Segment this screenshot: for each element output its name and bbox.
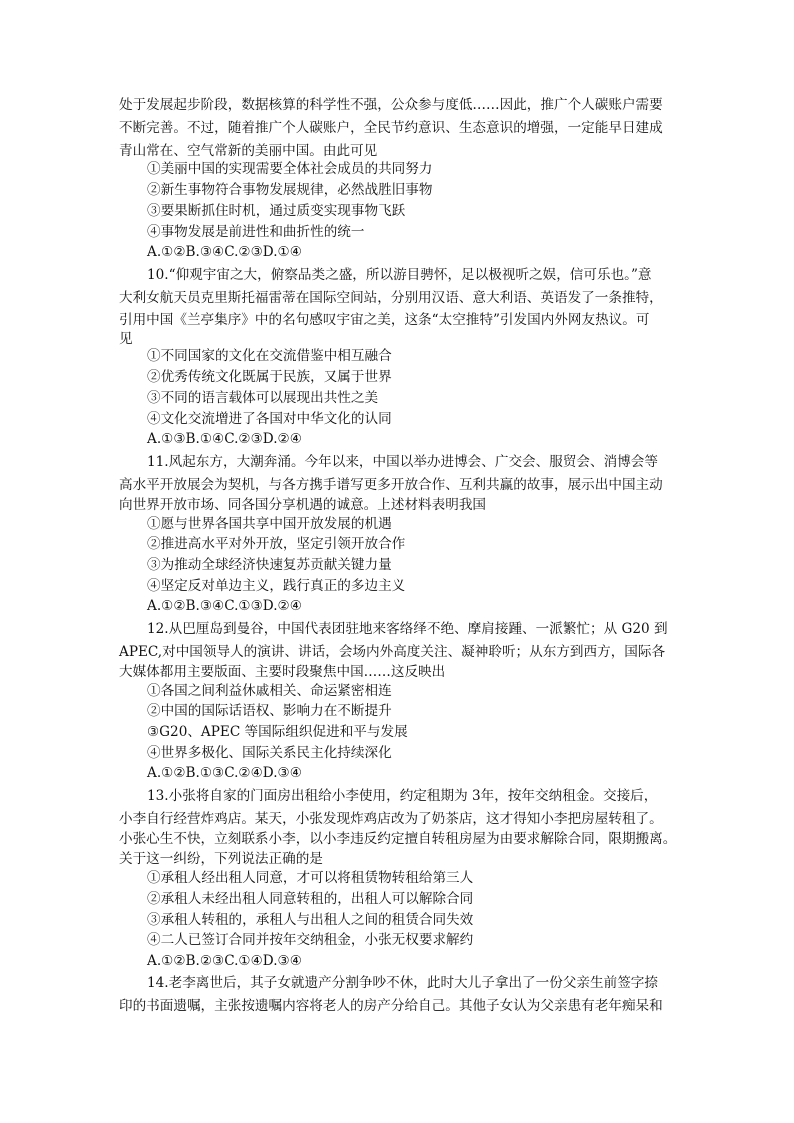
- answer-choices: A.①②B.③④C.①③D.②④: [147, 598, 302, 614]
- text-line: 见: [119, 331, 133, 347]
- option-line: ①不同国家的文化在交流借鉴中相互融合: [147, 348, 392, 364]
- option-line: ②优秀传统文化既属于民族，又属于世界: [147, 369, 392, 385]
- option-line: ③为推动全球经济快速复苏贡献关键力量: [147, 557, 392, 573]
- text-line: 高水平开放展会为契机，与各方携手谱写更多开放合作、互利共赢的故事，展示出中国主动: [119, 477, 663, 493]
- option-line: ②新生事物符合事物发展规律，必然战胜旧事物: [147, 182, 433, 198]
- option-line: ①承租人经出租人同意，才可以将租赁物转租给第三人: [147, 870, 474, 886]
- text-line: 向世界开放市场、同各国分享机遇的诚意。上述材料表明我国: [119, 497, 487, 513]
- text-line: 不断完善。不过，随着推广个人碳账户，全民节约意识、生态意识的增强，一定能早日建成: [119, 120, 663, 136]
- option-line: ③不同的语言载体可以展现出共性之美: [147, 390, 379, 406]
- text-line: 处于发展起步阶段，数据核算的科学性不强，公众参与度低……因此，推广个人碳账户需要: [119, 97, 663, 113]
- text-line: APEC,对中国领导人的演讲、讲话，会场内外高度关注、凝神聆听；从东方到西方，国际各: [119, 644, 666, 660]
- option-line: ②中国的国际话语权、影响力在不断提升: [147, 703, 392, 719]
- option-line: ④二人已签订合同并按年交纳租金，小张无权要求解约: [147, 932, 474, 948]
- text-line: 印的书面遗嘱，主张按遗嘱内容将老人的房产分给自己。其他子女认为父亲患有老年痴呆和: [119, 998, 663, 1014]
- answer-choices: A.①③B.①④C.②③D.②④: [147, 431, 302, 447]
- option-line: ①各国之间利益休戚相关、命运紧密相连: [147, 683, 392, 699]
- option-line: ④世界多极化、国际关系民主化持续深化: [147, 745, 392, 761]
- text-line: 青山常在、空气常新的美丽中国。由此可见: [119, 143, 378, 159]
- option-line: ①愿与世界各国共享中国开放发展的机遇: [147, 516, 392, 532]
- question-line: 11.风起东方，大潮奔涌。今年以来，中国以举办进博会、广交会、服贸会、消博会等: [147, 454, 658, 470]
- answer-choices: A.①②B.②③C.①④D.③④: [147, 953, 302, 969]
- text-line: 大利女航天员克里斯托福雷蒂在国际空间站，分别用汉语、意大利语、英语发了一条推特，: [119, 290, 663, 306]
- option-line: ②承租人未经出租人同意转租的，出租人可以解除合同: [147, 891, 474, 907]
- question-line: 12.从巴厘岛到曼谷，中国代表团驻地来客络绎不绝、摩肩接踵、一派繁忙；从 G20 到: [147, 621, 668, 637]
- option-line: ④坚定反对单边主义，践行真正的多边主义: [147, 578, 406, 594]
- question-line: 13.小张将自家的门面房出租给小李使用，约定租期为 3年，按年交纳租金。交接后，: [147, 788, 658, 804]
- option-line: ③要果断抓住时机，通过质变实现事物飞跃: [147, 203, 406, 219]
- question-line: 14.老李离世后，其子女就遗产分割争吵不休，此时大儿子拿出了一份父亲生前签字捺: [147, 975, 658, 991]
- option-line: ③G20、APEC 等国际组织促进和平与发展: [147, 724, 408, 740]
- answer-choices: A.①②B.③④C.②③D.①④: [147, 244, 302, 260]
- option-line: ④事物发展是前进性和曲折性的统一: [147, 224, 365, 240]
- text-line: 引用中国《兰亭集序》中的名句感叹宇宙之美，这条“太空推特”引发国内外网友热议。可: [119, 312, 650, 328]
- text-line: 小李自行经营炸鸡店。某天，小张发现炸鸡店改为了奶茶店，这才得知小李把房屋转租了。: [119, 811, 663, 827]
- text-line: 小张心生不快，立刻联系小李，以小李违反约定擅自转租房屋为由要求解除合同，限期搬离。: [119, 831, 677, 847]
- option-line: ②推进高水平对外开放，坚定引领开放合作: [147, 536, 406, 552]
- option-line: ①美丽中国的实现需要全体社会成员的共同努力: [147, 161, 433, 177]
- text-line: 大媒体都用主要版面、主要时段聚焦中国……这反映出: [119, 664, 446, 680]
- text-line: 关于这一纠纷，下列说法正确的是: [119, 851, 323, 867]
- option-line: ④文化交流增进了各国对中华文化的认同: [147, 411, 392, 427]
- answer-choices: A.①②B.①③C.②④D.③④: [147, 765, 302, 781]
- option-line: ③承租人转租的，承租人与出租人之间的租赁合同失效: [147, 912, 474, 928]
- question-line: 10.“仰观宇宙之大，俯察品类之盛，所以游目骋怀，足以极视听之娱，信可乐也。”意: [147, 267, 652, 283]
